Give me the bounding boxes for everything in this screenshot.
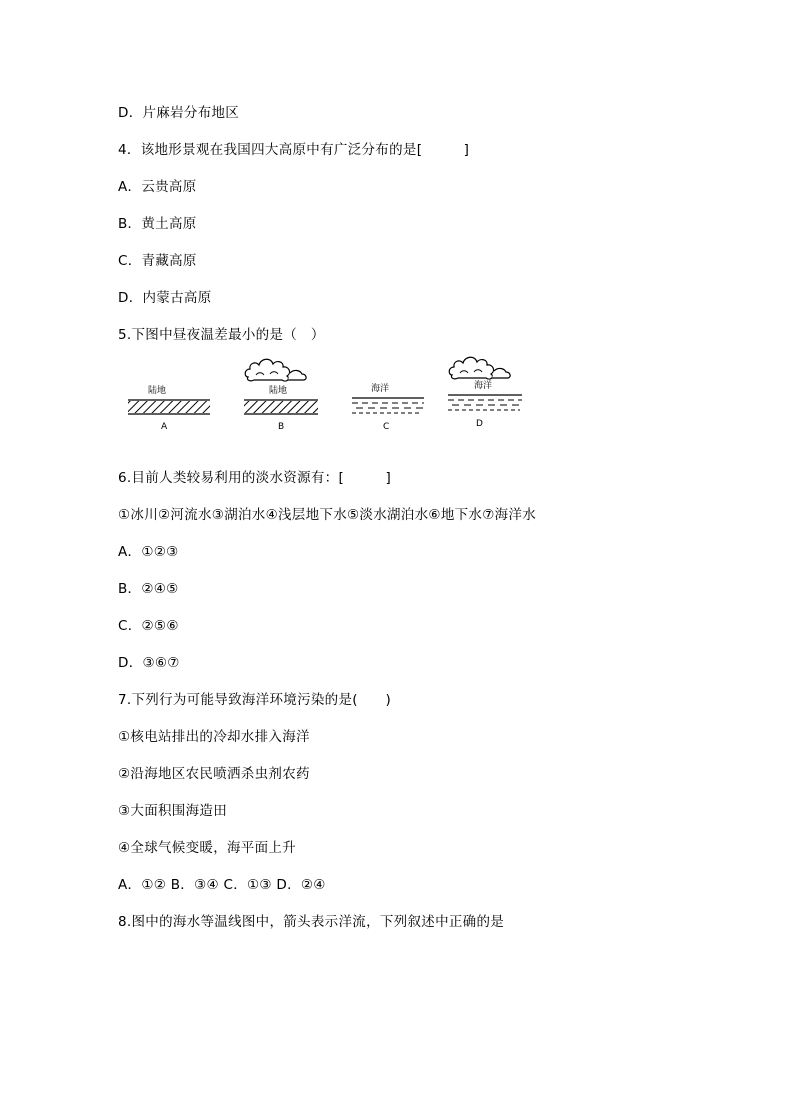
- panel-c: [352, 382, 424, 432]
- panel-b-letter: B: [278, 422, 285, 432]
- question-6-items: ①冰川②河流水③湖泊水④浅层地下水⑤淡水湖泊水⑥地下水⑦海洋水: [118, 507, 537, 523]
- panel-b: [244, 359, 318, 432]
- question-8: 8.图中的海水等温线图中，箭头表示洋流，下列叙述中正确的是: [118, 914, 505, 930]
- panel-c-letter: C: [383, 422, 390, 432]
- question-7-options: A．①② B．③④ C．①③ D．②④: [118, 877, 326, 893]
- question-5: 5.下图中昼夜温差最小的是（ ）: [118, 327, 325, 343]
- option-c-q6: C．②⑤⑥: [118, 618, 179, 634]
- panel-a-label: 陆地: [148, 386, 167, 396]
- panel-a-letter: A: [161, 422, 168, 432]
- panel-d-letter: D: [476, 419, 483, 429]
- diagram-land-sea-clouds: [118, 353, 538, 438]
- panel-a: [128, 384, 210, 432]
- cloud-icon: [449, 357, 510, 379]
- question-4: 4．该地形景观在我国四大高原中有广泛分布的是[ ]: [118, 142, 470, 158]
- question-6: 6.目前人类较易利用的淡水资源有：[ ]: [118, 470, 392, 486]
- option-d-q4: D．内蒙古高原: [118, 290, 212, 306]
- question-7: 7.下列行为可能导致海洋环境污染的是( ): [118, 692, 392, 708]
- question-7-item-1: ①核电站排出的冷却水排入海洋: [118, 729, 310, 745]
- panel-b-label: 陆地: [269, 386, 288, 396]
- question-7-item-4: ④全球气候变暖，海平面上升: [118, 840, 297, 856]
- panel-c-label: 海洋: [371, 384, 390, 394]
- option-d-q6: D．③⑥⑦: [118, 655, 180, 671]
- option-b-q6: B．②④⑤: [118, 581, 179, 597]
- question-7-item-3: ③大面积围海造田: [118, 803, 228, 819]
- panel-d-label: 海洋: [474, 381, 493, 391]
- panel-d: [448, 357, 522, 429]
- option-b-q4: B．黄土高原: [118, 216, 197, 232]
- cloud-icon: [245, 359, 306, 381]
- option-c-q4: C．青藏高原: [118, 253, 197, 269]
- option-a-q4: A．云贵高原: [118, 179, 197, 195]
- option-a-q6: A．①②③: [118, 544, 179, 560]
- question-7-item-2: ②沿海地区农民喷洒杀虫剂农药: [118, 766, 310, 782]
- option-d-q3: D．片麻岩分布地区: [118, 105, 240, 121]
